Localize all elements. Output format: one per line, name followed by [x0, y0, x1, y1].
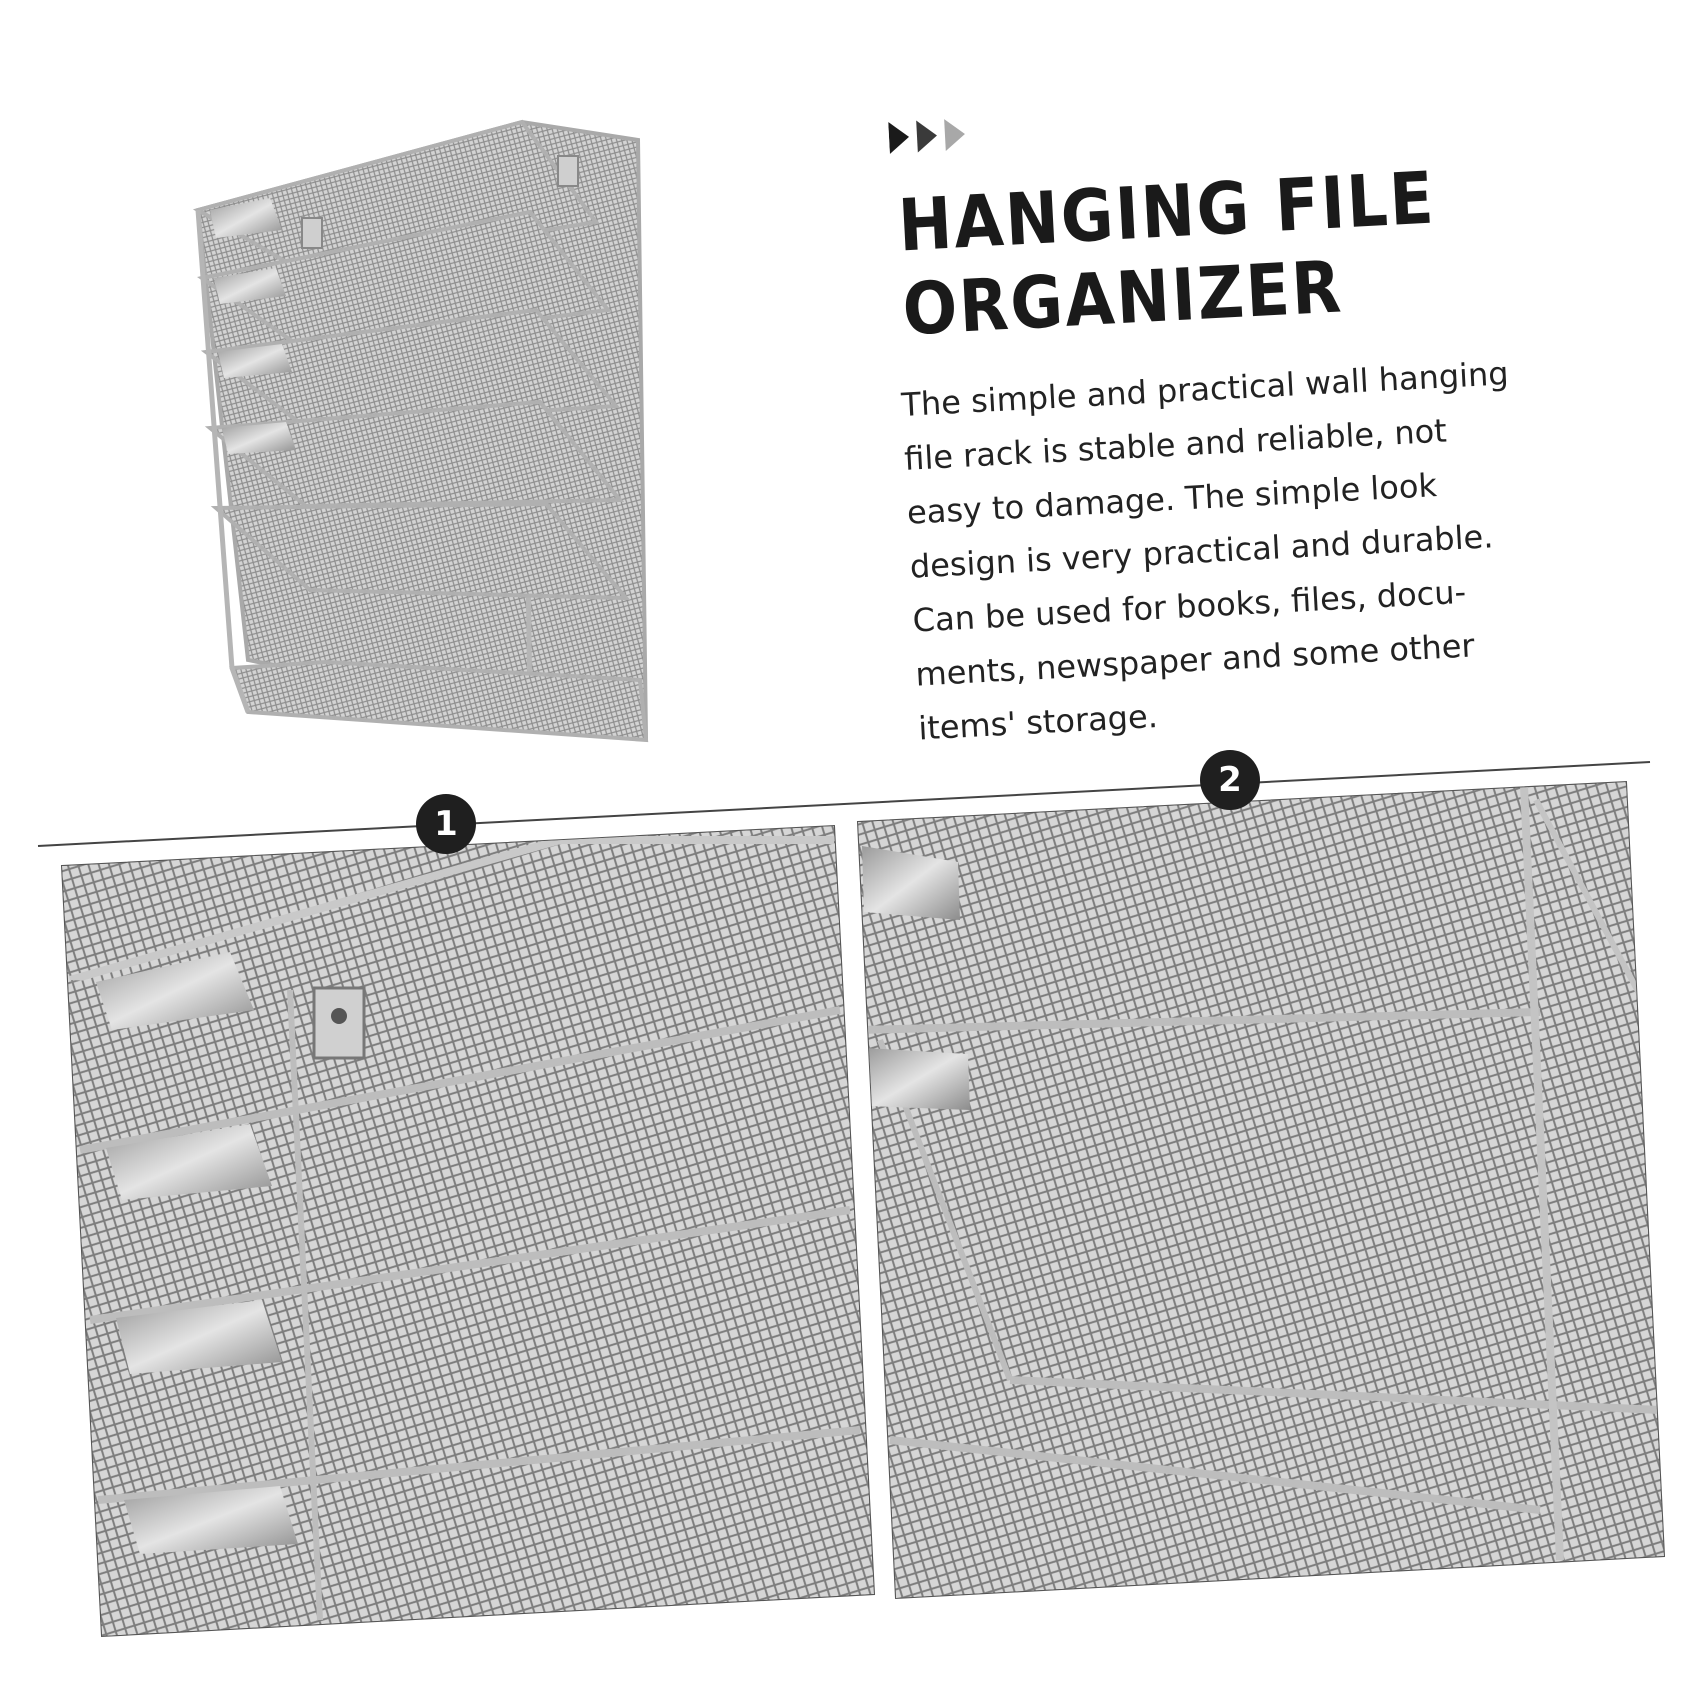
product-description — [900, 345, 1559, 756]
description-line-5: Can be used for books, files, docu- — [911, 572, 1467, 640]
description-line-3: easy to damage. The simple look — [906, 466, 1438, 532]
detail-image-1 — [62, 826, 874, 1636]
title-line-2: ORGANIZER — [900, 246, 1345, 353]
product-title — [896, 152, 1441, 353]
detail-badge-2: 2 — [1200, 750, 1260, 810]
description-line-1: The simple and practical wall hanging — [900, 354, 1510, 424]
file-organizer-product-image — [198, 122, 646, 740]
detail-badge-1: 1 — [416, 794, 476, 854]
title-line-1: HANGING FILE — [896, 157, 1438, 269]
description-line-2: file rack is stable and reliable, not — [903, 411, 1448, 478]
triple-arrow-icon — [888, 113, 980, 158]
description-line-6: ments, newspaper and some other — [914, 626, 1476, 694]
description-line-7: items' storage. — [917, 697, 1159, 748]
description-line-4: design is very practical and durable. — [908, 517, 1495, 586]
detail-image-2 — [858, 782, 1664, 1598]
